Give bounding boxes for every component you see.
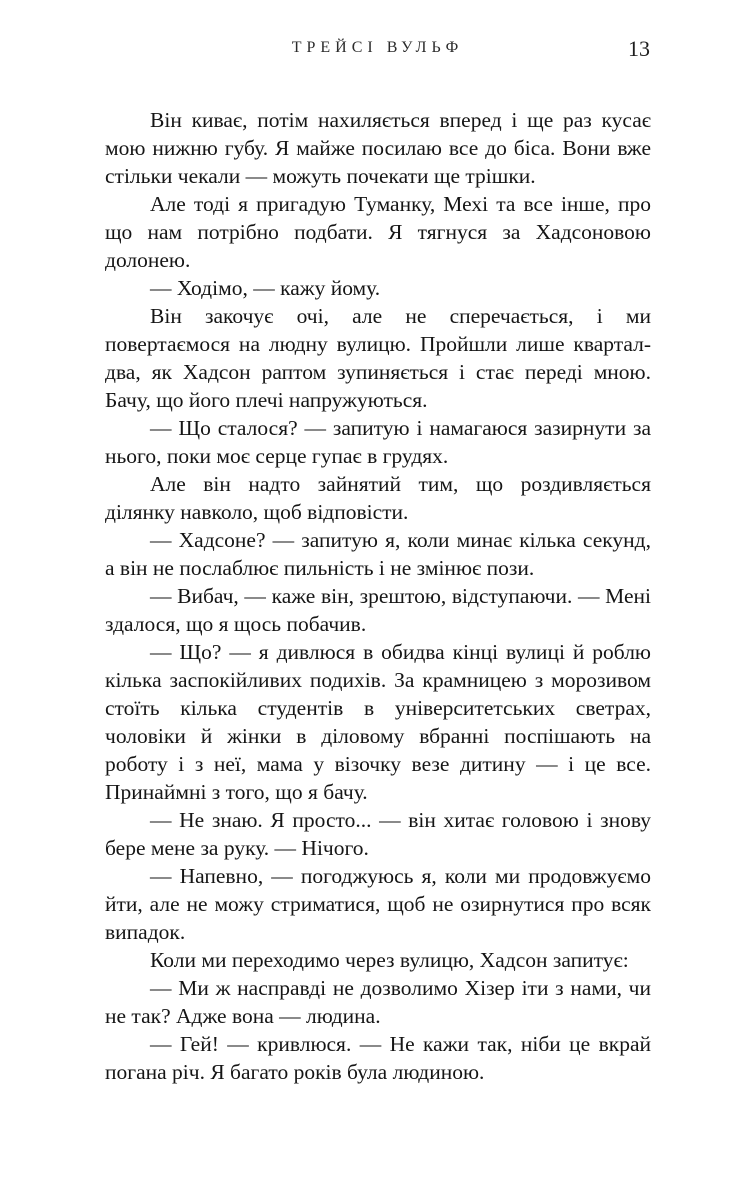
paragraph: — Хадсоне? — запитую я, коли минає кілька секунд, а він не послаблює пильність і не змінює пози. [105,528,651,580]
running-head [105,36,650,64]
paragraph: — Напевно, — погоджуюсь я, коли ми продовжуємо йти, але не можу стриматися, щоб не озирнутися про всяк випадок. [105,864,651,944]
paragraph: — Що сталося? — запитую і намагаюся зазирнути за нього, поки моє серце гупає в грудях. [105,416,651,468]
paragraph: — Ходімо, — кажу йому. [150,276,381,300]
paragraph: Він закочує очі, але не сперечається, і ми повертаємося на людну вулицю. Пройшли лише квартал-два, як Хадсон раптом зупиняється і стає переді мною. Бачу, що його плечі напружуються. [105,304,651,412]
paragraph: — Гей! — кривлюся. — Не кажи так, ніби це вкрай погана річ. Я багато років була людиною. [105,1032,651,1084]
paragraph: — Вибач, — каже він, зрештою, відступаючи. — Мені здалося, що я щось побачив. [105,584,651,636]
paragraph: — Що? — я дивлюся в обидва кінці вулиці й роблю кілька заспокійливих подихів. За крамницею з морозивом стоїть кілька студентів в університетських светрах, чоловіки й жінки в діловому вбранні поспішають на роботу і з неї, мама у візочку везе дитину — і це все. Принаймні з того, що я бачу. [105,640,651,804]
paragraph: — Ми ж насправді не дозволимо Хізер іти з нами, чи не так? Адже вона — людина. [105,976,651,1028]
paragraph: — Не знаю. Я просто... — він хитає головою і знову бере мене за руку. — Нічого. [105,808,651,860]
paragraph: Він киває, потім нахиляється вперед і ще раз кусає мою нижню губу. Я майже посилаю все до біса. Вони вже стільки чекали — можуть почекати ще трішки. [105,108,651,188]
running-head-author: ТРЕЙСІ ВУЛЬФ [291,39,464,56]
page-number: 13 [628,36,650,61]
page-body [105,106,651,1086]
paragraph: Але тоді я пригадую Туманку, Мехі та все інше, про що нам потрібно подбати. Я тягнуся за Хадсоновою долонею. [105,192,651,272]
paragraph: Коли ми переходимо через вулицю, Хадсон запитує: [150,948,629,972]
paragraph: Але він надто зайнятий тим, що роздивляється ділянку навколо, щоб відповісти. [105,472,651,524]
